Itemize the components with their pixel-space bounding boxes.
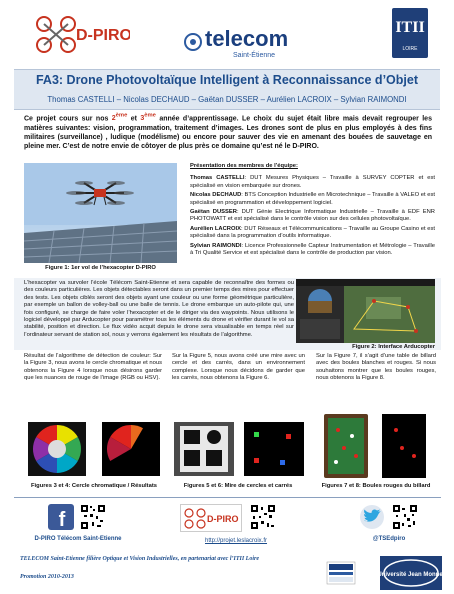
intro-paragraph: Ce projet cours sur nos 2ème et 3ème année d’apprentissage. Le choix du sujet était libre mais devait regrouper les matières suivantes: vision, programmation, traitement d’images. Les drones sont de plus en plus employés à des fins militaires (surveillance) , ludique (modélisme) ou encore pour sauver des vie en amenant des bouées de sauvetage en pleine mer. C’est de notre envie de côtoyer de plus près ce domaine qu’est né le D-PIRO. <box>24 113 432 151</box>
figures-7-8-images <box>316 412 436 480</box>
authors-line: Thomas CASTELLI – Nicolas DECHAUD – Gaëtan DUSSER – Aurélien LACROIX – Sylvian RAIMONDI <box>47 95 407 104</box>
members-section <box>190 163 435 259</box>
twitter-handle[interactable]: @TSEdpiro <box>372 536 406 542</box>
d-piro-footer-logo <box>180 504 242 532</box>
member-entry <box>190 175 435 190</box>
twitter-qr-code <box>392 504 418 530</box>
telecom-logo-text: telecom <box>205 26 289 51</box>
iti-logo-sub: LOIRE <box>402 46 418 52</box>
member-entry <box>190 226 435 241</box>
university-logo-text: Université Jean Monnet <box>380 572 442 578</box>
member-desc: : DUT Réseaux et Télécommunications – Travaille au Groupe Casino et est spécialisé dans la programmation d’outils informatique. <box>190 225 436 240</box>
poster-title: FA3: Drone Photovoltaïque Intelligent à Reconnaissance d’Objet <box>35 73 418 87</box>
d-piro-logo <box>30 10 130 55</box>
iti-loire-logo <box>392 8 428 58</box>
member-name: Gaëtan DUSSER <box>190 209 237 216</box>
arducopter-interface-image <box>296 279 435 343</box>
figures-3-4-images <box>28 420 162 478</box>
column-2-text: Sur la Figure 5, nous avons créé une mire avec un cercle et des carrés, dans un environnement complexe. Lorsque nous décidons de garder que les carrés, nous obtenons la Figure 6. <box>172 353 305 382</box>
universite-jean-monnet-logo <box>380 556 442 590</box>
telecom-logo <box>183 14 301 64</box>
member-name: Nicolas DECHAUD <box>190 192 242 199</box>
d-piro-footer-logo-text: D-PIRO <box>207 514 239 524</box>
figures-7-8-caption: Figures 7 et 8: Boules rouges du billard <box>321 483 431 489</box>
member-desc: : Licence Professionnelle Capteur Instrumentation et Métrologie – Travaille à Tri Qualité Service et est spécialisé dans le contrôle de production par vision. <box>190 242 435 257</box>
figures-5-6-caption: Figures 5 et 6: Mire de cercles et carrés <box>183 483 293 489</box>
website-link[interactable]: http://projet.leslacroix.fr <box>204 538 268 544</box>
member-desc: : BTS Conception Industrielle en Microtechnique – Travaille à VALEO et est spécialisé en programmation et développement logiciel. <box>190 192 435 206</box>
figures-3-4-caption: Figures 3 et 4: Cercle chromatique / Résultats <box>31 483 157 489</box>
partnership-text: TELECOM Saint-Etienne filière Optique et Vision Industrielles, en partenariat avec l’ITII Loire <box>20 556 260 562</box>
members-heading: Présentation des membres de l’équipe: <box>190 163 298 169</box>
member-desc: : DUT Mesures Physiques – Travaille à SURVEY COPTER et est spécialisé en vision embarquée sur drones. <box>190 175 435 189</box>
telecom-small-logo <box>325 560 357 586</box>
iti-logo-text: ITII <box>395 19 425 36</box>
column-1-text: Résultat de l’algorithme de détection de couleur: Sur la Figure 3, nous avons le cercle chromatique et nous obtenons la Figure 4 lorsque nous désirons garder que les nuances de rouge de l’image (RGB ou HSV). <box>24 353 162 382</box>
facebook-qr-code <box>80 504 106 530</box>
member-entry <box>190 192 435 207</box>
figures-5-6-images <box>168 420 308 478</box>
member-entry <box>190 209 435 224</box>
member-desc: : DUT Génie Electrique Informatique Industrielle – Travaille à EDF ENR PHOTOWATT et est spécialisé dans le contrôle vision sur des cellules photovoltaïque. <box>190 209 435 223</box>
member-entry <box>190 243 435 258</box>
member-name: Sylvian RAIMONDI <box>190 242 242 249</box>
figure1-caption: Figure 1: 1er vol de l’hexacopter D-PIRO <box>45 265 156 271</box>
promotion-text: Promotion 2010-2013 <box>20 574 74 580</box>
d-piro-logo-text: D-PIRO <box>76 27 130 44</box>
member-name: Thomas CASTELLI <box>190 175 245 182</box>
figure2-caption: Figure 2: Interface Arducopter <box>352 344 435 350</box>
facebook-label[interactable]: D-PIRO Télécom Saint-Etienne <box>34 536 122 542</box>
twitter-icon[interactable] <box>358 504 386 530</box>
svg-text:f: f <box>58 509 66 530</box>
website-qr-code <box>250 504 276 530</box>
facebook-icon[interactable] <box>48 504 74 530</box>
telecom-logo-sub: Saint-Étienne <box>233 52 276 59</box>
member-name: Aurélien LACROIX <box>190 225 241 232</box>
column-3-text: Sur la Figure 7, il s’agit d’une table de billard avec des boules blanches et rouges. Si nous souhaitons montrer que les boules rouges, nous obtenons la Figure 8. <box>316 353 436 382</box>
footer-divider <box>14 497 441 498</box>
drone-photo <box>24 163 177 263</box>
middle-paragraph: L’hexacopter va survoler l’école Télécom Saint-Etienne et sera capable de reconnaître des formes ou des couleurs particulières. Les objets détectables seront dans un premier temps des mires pour effectuer des tests. Les objets ciblés seront des objets ayant une couleur ou une forme géométrique particulière, par exemple un ballon de volley-ball ou une balle de tennis. Le drone embarque un auto-pilote qui, une fois configuré, se charge de faire voler l’hexacopter et de le diriger via des waypoints. Nous utilisons le logiciel développé par Arducopter pour paramétrer tous les éléments du drone et vérifier durant le vol sa stabilité, position et direction. Le flux vidéo acquit depuis le drone sera visualisable en temps réel sur l’ordinateur servant de station sol, nous y verrons également les résultats de l’algorithme. <box>24 280 294 338</box>
